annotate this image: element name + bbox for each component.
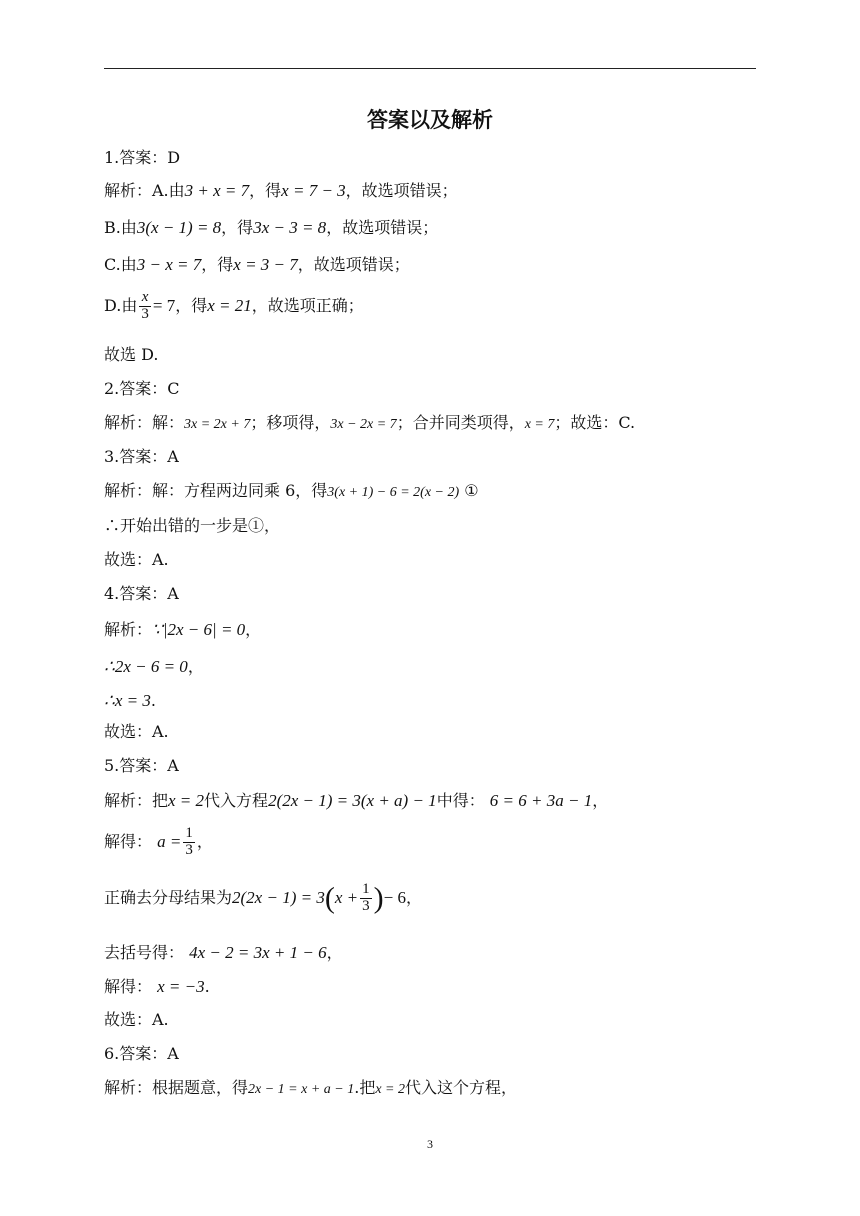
text: ，得: [201, 255, 234, 274]
text: ，: [326, 943, 343, 962]
denominator: 3: [141, 305, 149, 322]
equation: 3(x − 1) = 8: [136, 218, 222, 237]
header-rule: [104, 68, 756, 69]
equation: 2(2x − 1) = 3(x + a) − 1: [268, 791, 437, 810]
q5-conclusion: 故选：A.: [104, 1010, 169, 1029]
equation: 3(x + 1) − 6 = 2(x − 2): [327, 485, 460, 500]
q4-line-c: [104, 692, 156, 709]
text: B.由: [104, 218, 137, 237]
q6-answer: 6.答案：A: [104, 1044, 179, 1063]
q5-answer: 5.答案：A: [104, 756, 179, 775]
text: ，: [196, 831, 213, 851]
equation: 6 = 6 + 3a − 1: [489, 791, 593, 810]
equation: 3x = 2x + 7: [184, 417, 251, 432]
text: 解得：: [104, 831, 153, 851]
equation: ∵|2x − 6| = 0: [152, 620, 246, 639]
left-paren: (: [324, 881, 335, 915]
equation: x +: [334, 887, 359, 907]
equation: − 6: [383, 887, 406, 907]
text: ，: [405, 887, 422, 907]
step-mark: ①: [464, 481, 479, 500]
equation: a =: [157, 831, 182, 851]
text: C.由: [104, 255, 137, 274]
q1-line-d: [104, 290, 364, 323]
q4-answer: 4.答案：A: [104, 584, 179, 603]
text: ，故选项错误；: [345, 181, 458, 200]
equation: 3 + x = 7: [184, 181, 250, 200]
fraction: [183, 826, 195, 859]
equation: ∴x = 3: [104, 691, 151, 710]
text: 解析：把: [104, 791, 169, 810]
text: 解析：根据题意，得: [104, 1078, 249, 1097]
q3-conclusion: 故选：A.: [104, 550, 169, 569]
q1-conclusion: 故选 D.: [104, 345, 159, 364]
text: .: [204, 977, 210, 996]
q5-line-e: [104, 978, 210, 995]
denominator: 3: [362, 897, 370, 914]
text: ，得: [249, 181, 282, 200]
page-title: 答案以及解析: [367, 108, 493, 132]
fraction: [139, 290, 151, 323]
numerator: 1: [185, 825, 193, 841]
equation: x = 21: [207, 295, 252, 315]
equation: = 7: [152, 295, 176, 315]
equation: 4x − 2 = 3x + 1 − 6: [189, 943, 327, 962]
q4-conclusion: 故选：A.: [104, 722, 169, 741]
equation: x = 2: [168, 791, 205, 810]
text: ，: [592, 791, 609, 810]
text: 解析：解：方程两边同乘 6，得: [104, 481, 328, 500]
equation: x = 7: [524, 417, 555, 432]
fraction: [360, 882, 372, 915]
q5-line-b: [104, 826, 213, 859]
text: ，故选项正确；: [251, 295, 364, 315]
page-number: 3: [427, 1137, 433, 1151]
equation: x = 7 − 3: [281, 181, 346, 200]
text: 代入方程: [204, 791, 269, 810]
equation: x = 2: [375, 1082, 405, 1097]
q4-line-a: [104, 621, 261, 638]
q1-line-c: [104, 256, 410, 273]
q1-line-b: [104, 219, 438, 236]
denominator: 3: [185, 841, 193, 858]
q3-line-b: ∴开始出错的一步是①，: [104, 516, 281, 535]
equation: 3x − 2x = 7: [330, 417, 397, 432]
equation: 3x − 3 = 8: [253, 218, 327, 237]
text: ；合并同类项得，: [396, 413, 525, 432]
text: ，: [187, 657, 204, 676]
numerator: 1: [362, 881, 370, 897]
text: 正确去分母结果为: [104, 887, 233, 907]
text: ，得: [221, 218, 254, 237]
q3-line-a: [104, 483, 479, 500]
text: ；故选：C.: [554, 413, 636, 432]
text: 解析：A.由: [104, 181, 185, 200]
q3-answer: 3.答案：A: [104, 447, 179, 466]
q2-line-a: [104, 415, 635, 432]
text: ，故选项错误；: [297, 255, 410, 274]
q1-answer: 1.答案：D: [104, 148, 181, 167]
text: D.由: [104, 295, 138, 315]
equation: 2(2x − 1) = 3: [232, 887, 325, 907]
q6-line-a: [104, 1080, 517, 1097]
equation: 2x − 1 = x + a − 1: [248, 1082, 355, 1097]
q1-line-a: [104, 182, 458, 199]
text: 代入这个方程，: [405, 1078, 518, 1097]
text: .把: [354, 1078, 376, 1097]
text: .: [150, 691, 156, 710]
q5-line-a: [104, 792, 608, 809]
numerator: x: [139, 290, 151, 307]
text: ，得: [175, 295, 208, 315]
text: ；移项得，: [250, 413, 331, 432]
q5-line-c: [104, 882, 422, 915]
text: 去括号得：: [104, 943, 185, 962]
text: ，故选项错误；: [326, 218, 439, 237]
text: 中得：: [436, 791, 485, 810]
q4-line-b: [104, 658, 204, 675]
right-paren: ): [373, 881, 384, 915]
q5-line-d: [104, 944, 343, 961]
text: ，: [245, 620, 262, 639]
equation: x = 3 − 7: [233, 255, 298, 274]
equation: ∴2x − 6 = 0: [104, 657, 188, 676]
text: 解析：解：: [104, 413, 185, 432]
equation: 3 − x = 7: [136, 255, 202, 274]
equation: x = −3: [157, 977, 205, 996]
q2-answer: 2.答案：C: [104, 379, 180, 398]
text: 解得：: [104, 977, 153, 996]
text: 解析：: [104, 620, 153, 639]
